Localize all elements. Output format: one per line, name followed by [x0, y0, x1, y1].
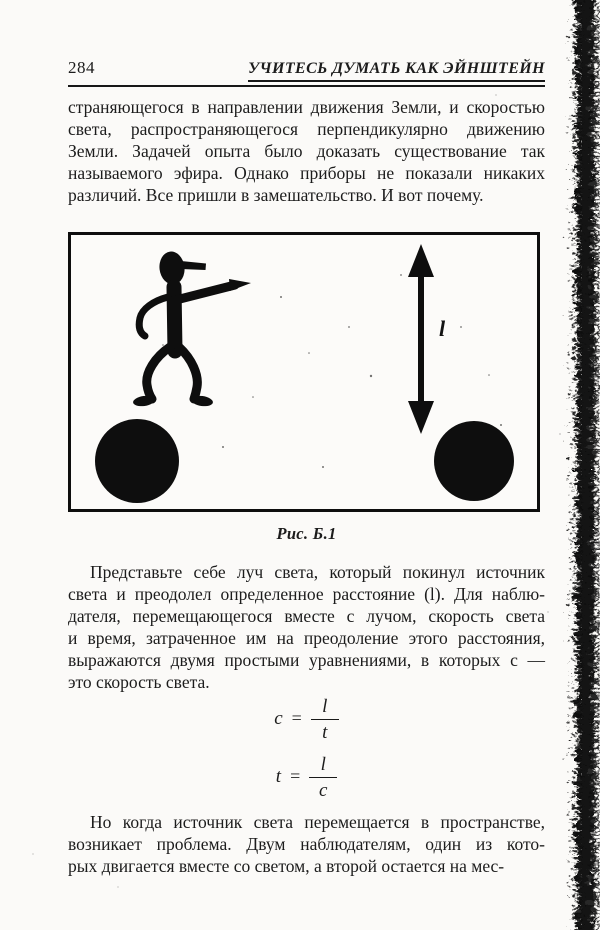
text-line: выражаются двумя простыми уравнениями, в которых c —	[68, 650, 545, 670]
text-line: Земли. Задачей опыта было доказать существование так	[68, 141, 545, 161]
figure-caption: Рис. Б.1	[276, 524, 337, 543]
text-line: света и преодолел определенное расстояние (l). Для наблю-	[68, 584, 545, 604]
text-line: страняющегося в направлении движения Земли, и скоростью	[68, 97, 545, 117]
text-line: дателя, перемещающегося вместе с лучом, скорость света	[68, 606, 545, 626]
equations-block	[68, 695, 545, 801]
distance-arrow	[408, 244, 434, 434]
paragraph	[68, 811, 545, 877]
fraction	[309, 755, 337, 800]
text-line: называемого эфира. Однако приборы не показали никаких	[68, 163, 545, 183]
text-line: света, распространяющегося перпендикулярно движению	[68, 119, 545, 139]
page-number: 284	[68, 58, 95, 77]
cap-bill-shape	[181, 261, 206, 270]
page-content	[68, 58, 545, 877]
figure-box	[68, 232, 540, 512]
text-line: рых двигается вместе со светом, а второй остается на мес-	[68, 856, 505, 876]
right-ball	[434, 421, 514, 501]
fraction-numerator: l	[322, 695, 328, 717]
page-edge-artifact	[560, 0, 600, 930]
running-title: УЧИТЕСЬ ДУМАТЬ КАК ЭЙНШТЕЙН	[248, 60, 545, 82]
paragraph	[68, 96, 545, 206]
text-line: это скорость света.	[68, 672, 210, 692]
text-line: Представьте себе луч света, который покинул источник	[90, 562, 545, 582]
arrow-label: l	[439, 316, 446, 341]
figure-illustration	[71, 235, 537, 509]
text-line: Но когда источник света перемещается в пространстве,	[90, 812, 545, 832]
fraction-denominator: c	[309, 777, 337, 800]
stick-figure	[132, 250, 251, 407]
equals-sign: =	[291, 707, 302, 728]
fraction	[311, 697, 339, 742]
equation-lhs: c	[274, 708, 283, 729]
fraction-denominator: t	[311, 719, 339, 742]
equation-lhs: t	[275, 766, 282, 787]
left-ball	[95, 419, 179, 503]
text-line: различий. Все пришли в замешательство. И вот почему.	[68, 185, 484, 205]
text-line: возникает проблема. Двум наблюдателям, один из кото-	[68, 834, 545, 854]
text-line: и время, затраченное им на преодоление этого расстояния,	[68, 628, 545, 648]
fraction-numerator: l	[320, 753, 326, 775]
equals-sign: =	[290, 765, 301, 786]
paragraph	[68, 561, 545, 693]
equation-c	[68, 695, 545, 743]
page-header	[68, 58, 545, 87]
equation-t	[68, 753, 545, 801]
